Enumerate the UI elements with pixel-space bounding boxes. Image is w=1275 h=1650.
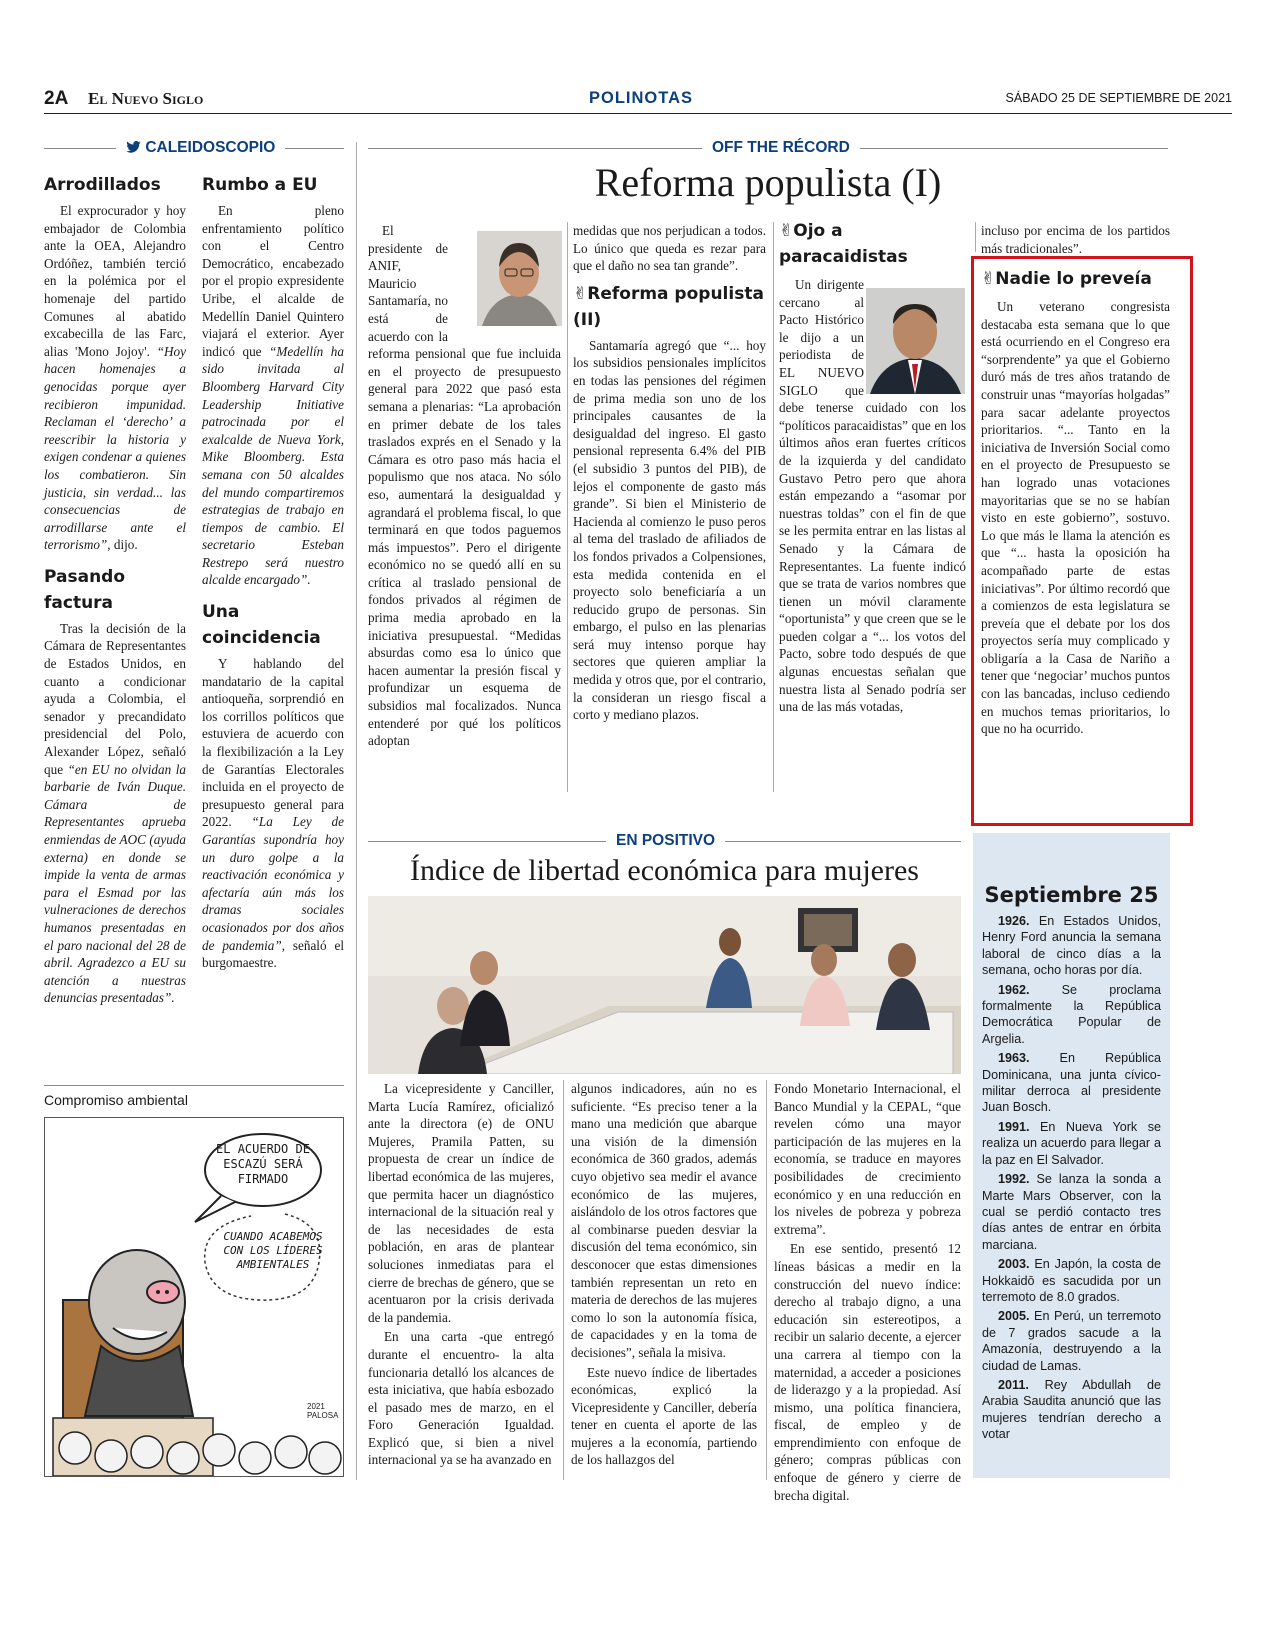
efemeride-year: 1963.	[998, 1051, 1060, 1066]
victory-hand-icon: ✌	[779, 221, 794, 241]
efemeride-item	[982, 1119, 1161, 1168]
efemeride-text: En Perú, un terremoto de 7 grados sacude a la Amazonía, destruyendo a la ciudad de Lamas.	[982, 1309, 1162, 1373]
cartoon-thought-text: CUANDO ACABEMOS CON LOS LÍDERES AMBIENTALES	[223, 1230, 323, 1271]
efemeride-item	[982, 1171, 1161, 1253]
efemeride-item	[982, 1050, 1161, 1116]
efemeride-text: En Estados Unidos, Henry Ford anuncia la semana laboral de cinco días a la semana, ocho horas por día.	[982, 914, 1162, 978]
section-name: POLINOTAS	[589, 89, 694, 107]
page-header	[44, 88, 1232, 114]
efemeride-item	[982, 1308, 1161, 1374]
column-reforma-1	[368, 222, 561, 750]
efemeride-year: 1991.	[998, 1119, 1040, 1134]
headline-ojo-a-paracaidistas: ✌Ojo a paracaidistas	[779, 221, 908, 267]
efemeride-year: 1992.	[998, 1172, 1037, 1187]
cartoon-signature: 2021 PALOSA	[307, 1402, 339, 1420]
cartoon-caption: Compromiso ambiental	[44, 1092, 188, 1108]
efemeride-text: En Japón, la costa de Hokkaidō es sacudida por un terremoto de 8.0 grados.	[982, 1257, 1162, 1304]
header-rule	[44, 113, 1232, 114]
headline-arrodillados: Arrodillados	[44, 175, 161, 195]
column-positivo-1	[368, 1080, 554, 1469]
efemeride-year: 1962.	[998, 982, 1062, 997]
text-positivo-2: algunos indicadores, aún no es suficiente. “Es preciso tener a la mano una medición que abarque una visión de la dimensión económica de 360 grados, además cuyo objetivo sea medir el avance económico de las mujeres, aislándolo de los otros factores que al combinarse pueden desviar la discusión del tema económico, sin desconocer que estas dimensiones también representan un reto en materia de derechos de las mujeres como lo son la autonomía física, de capacidades y en la toma de decisiones”, señala la misiva.	[571, 1081, 757, 1360]
efemeride-text: Se lanza la sonda a Marte Mars Observer, con la cual se perdió contacto tres días antes de entrar en órbita marciana.	[982, 1172, 1161, 1252]
column-nadie-lo-preveia	[981, 266, 1170, 738]
efemeride-year: 2011.	[998, 1377, 1045, 1392]
newspaper-name: El Nuevo Siglo	[88, 89, 204, 108]
efemeride-text: En República Dominicana, una junta cívico-militar derroca al presidente Juan Bosch.	[982, 1051, 1161, 1115]
text-rumbo-a-eu: En pleno enfrentamiento político con el Centro Democrático, encabezado por el propio expresidente Uribe, el alcalde de Medellín Daniel Quintero viajará el exterior. Ayer indicó que “Medellín ha sido invitada al Bloomberg Harvard City Leadership Initiative patrocinada por el exalcalde de Nueva York, Mike Bloomberg. Esta semana con 50 alcaldes del mundo compartiremos estrategias de trabajo en tiempos de cambio. El secretario Esteban Restrepo será nuestro alcalde encargado”.	[202, 203, 344, 588]
efemeride-item	[982, 982, 1161, 1048]
column-positivo-2	[571, 1080, 757, 1469]
text-una-coincidencia: Y hablando del mandatario de la capital antioqueña, sorprendió en los corrillos políticos que estuviera de acuerdo con la flexibilización a la Ley de Garantías Electorales incluida en el proyecto de presupuesto general para 2022. “La Ley de Garantías supondría hoy un duro golpe a la reactivación económica y afectaría aún más los dramas sociales ocasionados por dos años de pandemia”, señaló el burgomaestre.	[202, 656, 344, 971]
victory-hand-icon: ✌	[981, 269, 996, 289]
text-positivo-2b: Este nuevo índice de libertades económicas, explicó la Vicepresidente y Canciller, debería tener en cuenta el aporte de las mujeres a la economía, partiendo de los hallazgos del	[571, 1364, 757, 1468]
text-positivo-1: La vicepresidente y Canciller, Marta Lucía Ramírez, oficializó ante la directora (e) de ONU Mujeres, Pramila Patten, su propuesta de crear un índice de libertad económica de las mujeres, que permita hacer un diagnóstico internacional de la situación real y de las necesidades de esta población, en aras de plantear soluciones inmediatas para el cierre de brechas de género, que se acentuaron por la crisis derivada de la pandemia.	[368, 1081, 554, 1325]
text-nadie-lo-preveia: Un veterano congresista destacaba esta semana que lo que está ocurriendo en el Congreso era “sorprendente” ya que el Gobierno duró más de tres años tratando de construir unas “mayorías holgadas” para sacar adelante proyectos prioritarios. “... Tanto en la iniciativa de Inversión Social como en el proyecto de Presupuesto se han logrado unas votaciones mayoritarias que se no se habían visto en este gobierno”, sostuvo. Lo que más le llama la atención es que “... hasta la oposición ha acompañado parte de estas iniciativas”. Por último recordó que a comienzos de esta legislatura se preveía que el debate por los dos proyectos sería muy complicado y obligaría a la Casa de Nariño a tener que ‘negociar’ muchos puntos con las bancadas, incluso cediendo en muchos temas prioritarios, lo que no ha ocurrido.	[981, 299, 1170, 737]
cartoon-panel	[44, 1117, 344, 1477]
efemeride-year: 2003.	[998, 1257, 1035, 1272]
text-reforma-2a: medidas que nos perjudican a todos. Lo único que queda es rezar para que el daño no sea tan grande”.	[573, 223, 766, 274]
photo-meeting	[368, 896, 961, 1074]
efemeride-text: Se proclama formalmente la República Democrática Popular de Argelia.	[982, 982, 1161, 1046]
headline-reforma-2: ✌Reforma populista (II)	[573, 283, 764, 330]
efemeride-item	[982, 913, 1161, 979]
page-number: 2A	[44, 88, 69, 109]
text-reforma-1: El presidente de ANIF, Mauricio Santamaría, no está de acuerdo con la reforma pensional que fue incluida en el proyecto de presupuesto general para 2022 que pasó esta semana a plenarias: “La aprobación en primer debate de los tales traslados exprés en el Senado y la Cámara es otro paso más hacia el populismo que nos ataca. No sólo eso, aumentará la desigualdad y agrandará el problema fiscal, lo que terminará en que todos paguemos más impuestos”. Pero el dirigente económico no se quedó allí en su crítica al traslado pensional de fondos privados al régimen de prima media aprobado en la iniciativa presupuestal. “Medidas absurdas como esa lo único que hacen aumentar la presión fiscal y profundizar un esquema de subsidios mal focalizados. Nunca entenderé por qué los políticos adoptan	[368, 223, 561, 749]
column-nadie-lo-preveia-top	[981, 222, 1170, 257]
efemeride-year: 2005.	[998, 1309, 1035, 1324]
column-reforma-2	[573, 222, 766, 724]
text-reforma-4a: incluso por encima de los partidos más tradicionales”.	[981, 223, 1170, 256]
column-ojo-a-paracaidistas	[779, 218, 966, 716]
text-positivo-3b: En ese sentido, presentó 12 líneas básicas a medir en la construcción del nuevo índice: derecho al trabajo digno, a una educación sin estereotipos, a recibir un salario decente, a ejercer una carrera al tiempo con la maternidad, a acceder a posiciones de liderazgo y a la propiedad. Así mismo, una política financiera, fiscal, de empleo y de emprendimiento con enfoque de género; compras públicas con enfoque de género y cierre de brecha digital.	[774, 1241, 961, 1503]
victory-hand-icon: ✌	[573, 283, 588, 304]
efemeride-item	[982, 1377, 1161, 1443]
efemerides-panel	[973, 833, 1170, 1478]
cartoon-speech-bubble: EL ACUERDO DE ESCAZÚ SERÁ FIRMADO	[216, 1142, 310, 1186]
text-ojo-a-paracaidistas: Un dirigente cercano al Pacto Histórico le dijo a un periodista de EL NUEVO SIGLO que debe tenerse cuidado con los “políticos paracaidistas” que en los últimos años eran fuertes críticos de la izquierda y del candidato Gustavo Petro pero que ahora están empezando a “asomar por nuestras toldas” con el fin de que se les permita entrar en las listas al Senado y la Cámara de Representantes. La fuente indicó que se trata de varios nombres que tienen un móvil claramente “oportunista” y que creen que se le pueden colgar a “... los votos del Pacto, sobre todo después de que algunas encuestas señalan que nuestra lista al Senado podría ser una de las más votadas,	[779, 277, 966, 715]
headline-rumbo-a-eu: Rumbo a EU	[202, 175, 318, 195]
efemeride-item	[982, 1256, 1161, 1305]
text-reforma-2b: Santamaría agregó que “... hoy los subsidios pensionales implícitos en todas las pensiones del régimen de prima media son uno de los principales causantes de la desigualdad del ingreso. El gasto pensional representa 6.4% del PIB (el subsidio 3 puntos del PIB), de lejos el componente de gasto más grande”. Si bien el Ministerio de Hacienda al comienzo le puso peros al tema del traslado de afiliados de los fondos privados a Colpensiones, esta medida contenida en el proyecto solo beneficiaría a un reducido grupo de personas. Sin embargo, el pulso en las plenarias será muy intenso porque hay sectores que quieren ampliar la medida y otros que, por el contrario, la consideran un riesgo fiscal a corto y mediano plazos.	[573, 337, 766, 723]
issue-date: SÁBADO 25 DE SEPTIEMBRE DE 2021	[1005, 91, 1232, 105]
headline-indice-libertad: Índice de libertad económica para mujeres	[410, 854, 919, 887]
text-positivo-1b: En una carta -que entregó durante el encuentro- la alta funcionaria detalló los alcances de esta iniciativa, que había esbozado el pasado mes de marzo, en el Foro Generación Igualdad. Explicó que, si bien a nivel internacional ya se ha avanzado en	[368, 1329, 554, 1468]
efemeride-text: Rey Abdullah de Arabia Saudita anunció que las mujeres tendrían derecho a votar	[982, 1377, 1161, 1442]
column-arrodillados	[44, 172, 186, 1007]
efemeride-text: En Nueva York se realiza un acuerdo para llegar a la paz en El Salvador.	[982, 1119, 1161, 1167]
off-the-record-label: OFF THE RÉCORD	[702, 139, 860, 157]
column-positivo-3	[774, 1080, 961, 1504]
text-arrodillados: El exprocurador y hoy embajador de Colombia ante la OEA, Alejandro Ordóñez, también terció en la polémica por el homenaje del partido Comunes al abatido excabecilla de las Farc, alias 'Mono Jojoy'. “Hoy hacen homenajes a genocidas porque ayer recibieron impunidad. Reclaman el ‘derecho’ a reescribir la historia y exigen condenar a quienes los combatieron. Sin justicia, sin verdad... las consecuencias de arrodillarse ante el terrorismo”, dijo.	[44, 203, 186, 553]
headline-una-coincidencia: Una coincidencia	[202, 602, 321, 649]
en-positivo-label: EN POSITIVO	[606, 832, 725, 850]
headline-nadie-lo-preveia: ✌Nadie lo preveía	[981, 269, 1152, 289]
column-rumbo-a-eu	[202, 172, 344, 972]
headline-pasando-factura: Pasando factura	[44, 566, 126, 613]
efemerides-title: Septiembre 25	[984, 883, 1159, 907]
caleidoscopio-label: CALEIDOSCOPIO	[116, 139, 285, 157]
text-pasando-factura: Tras la decisión de la Cámara de Representantes de Estados Unidos, en cuanto a condicionar ayuda a Colombia, el senador y precandidato presidencial del Polo, Alexander López, señaló que “en EU no olvidan la barbarie de Iván Duque. Cámara de Representantes aprueba enmiendas de AOC (ayuda externa) en donde se impide la venta de armas para el Esmad por las vulneraciones de derechos humanos presentadas en el paro nacional del 28 de abril. Agradezco a EU su atención a nuestras denuncias presentadas”.	[44, 620, 186, 1006]
headline-reforma-populista: Reforma populista (I)	[594, 160, 942, 205]
efemerides-list	[973, 907, 1170, 1443]
efemeride-year: 1926.	[998, 914, 1039, 928]
text-positivo-3: Fondo Monetario Internacional, el Banco Mundial y la CEPAL, “que revelen cómo una mayor participación de las mujeres en la economía, se traduce en mayores posibilidades de crecimiento económico y en una reducción en los niveles de pobreza y pobreza extrema”.	[774, 1081, 961, 1237]
twitter-bird-icon	[126, 140, 141, 152]
